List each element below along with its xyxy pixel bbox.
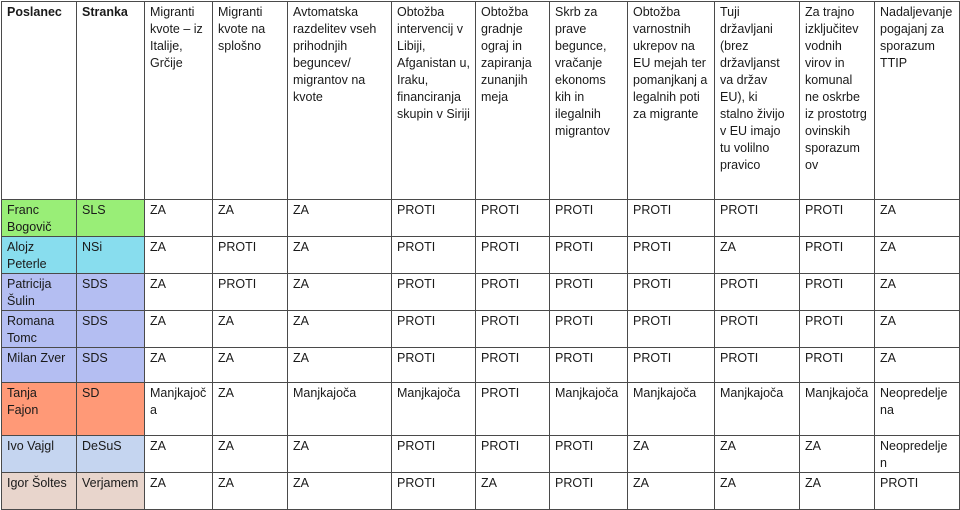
vote-cell: PROTI [392, 274, 476, 311]
vote-cell: ZA [288, 200, 392, 237]
header-col-9: Za trajno izključitev vodnih virov in komunal ne oskrbe iz prostotrg ovinskih sporazum ov [800, 2, 875, 200]
vote-cell: PROTI [476, 311, 550, 348]
vote-cell: PROTI [628, 237, 715, 274]
vote-cell: PROTI [715, 348, 800, 383]
vote-cell: ZA [145, 200, 213, 237]
vote-cell: Manjkajoča [145, 383, 213, 436]
header-poslanec: Poslanec [2, 2, 77, 200]
vote-cell: PROTI [715, 274, 800, 311]
vote-cell: ZA [145, 348, 213, 383]
vote-cell: Neopredeljen [875, 436, 960, 473]
mep-name: Tanja Fajon [2, 383, 77, 436]
vote-cell: PROTI [550, 348, 628, 383]
mep-name: Igor Šoltes [2, 473, 77, 510]
vote-cell: ZA [288, 436, 392, 473]
vote-cell: ZA [715, 473, 800, 510]
vote-cell: PROTI [800, 348, 875, 383]
vote-cell: ZA [628, 436, 715, 473]
vote-cell: ZA [800, 436, 875, 473]
vote-cell: PROTI [550, 473, 628, 510]
vote-cell: Manjkajoča [715, 383, 800, 436]
vote-cell: PROTI [476, 200, 550, 237]
vote-cell: PROTI [628, 311, 715, 348]
vote-cell: PROTI [628, 348, 715, 383]
mep-name: Alojz Peterle [2, 237, 77, 274]
header-col-1: Migranti kvote – iz Italije, Grčije [145, 2, 213, 200]
vote-cell: ZA [145, 436, 213, 473]
vote-cell: ZA [213, 348, 288, 383]
vote-cell: ZA [628, 473, 715, 510]
vote-cell: Manjkajoča [550, 383, 628, 436]
mep-name: Romana Tomc [2, 311, 77, 348]
vote-cell: PROTI [392, 348, 476, 383]
vote-table [1, 1, 960, 510]
party-name: DeSuS [77, 436, 145, 473]
party-name: SDS [77, 348, 145, 383]
vote-cell: PROTI [715, 200, 800, 237]
header-col-10: Nadaljevanje pogajanj za sporazum TTIP [875, 2, 960, 200]
vote-cell: Manjkajoča [392, 383, 476, 436]
vote-cell: PROTI [628, 274, 715, 311]
party-name: SD [77, 383, 145, 436]
vote-cell: PROTI [550, 436, 628, 473]
vote-cell: PROTI [392, 237, 476, 274]
header-col-7: Obtožba varnostnih ukrepov na EU mejah ter pomanjkanj a legalnih poti za migrante [628, 2, 715, 200]
vote-cell: PROTI [715, 311, 800, 348]
table-row [2, 200, 960, 237]
vote-cell: ZA [288, 311, 392, 348]
vote-cell: ZA [213, 473, 288, 510]
vote-cell: ZA [145, 274, 213, 311]
vote-cell: PROTI [476, 348, 550, 383]
party-name: NSi [77, 237, 145, 274]
vote-cell: ZA [288, 274, 392, 311]
table-row [2, 473, 960, 510]
party-name: SDS [77, 274, 145, 311]
vote-cell: PROTI [476, 436, 550, 473]
vote-cell: ZA [213, 383, 288, 436]
table-row [2, 311, 960, 348]
vote-cell: ZA [288, 348, 392, 383]
table-row [2, 436, 960, 473]
header-col-6: Skrb za prave begunce, vračanje ekonoms kih in ilegalnih migrantov [550, 2, 628, 200]
mep-name: Franc Bogovič [2, 200, 77, 237]
header-col-4: Obtožba intervencij v Libiji, Afganistan u, Iraku, financiranja skupin v Siriji [392, 2, 476, 200]
mep-name: Patricija Šulin [2, 274, 77, 311]
table-row [2, 348, 960, 383]
vote-cell: ZA [875, 200, 960, 237]
vote-cell: PROTI [476, 274, 550, 311]
vote-cell: Manjkajoča [800, 383, 875, 436]
party-name: SLS [77, 200, 145, 237]
vote-cell: Manjkajoča [288, 383, 392, 436]
vote-cell: PROTI [213, 274, 288, 311]
vote-cell: ZA [715, 436, 800, 473]
vote-cell: ZA [213, 200, 288, 237]
header-row [2, 2, 960, 200]
mep-name: Ivo Vajgl [2, 436, 77, 473]
vote-cell: PROTI [392, 200, 476, 237]
vote-cell: ZA [288, 473, 392, 510]
vote-cell: ZA [288, 237, 392, 274]
vote-cell: PROTI [550, 200, 628, 237]
vote-cell: PROTI [875, 473, 960, 510]
vote-cell: ZA [213, 436, 288, 473]
vote-cell: Neopredeljena [875, 383, 960, 436]
vote-cell: PROTI [550, 274, 628, 311]
vote-cell: PROTI [213, 237, 288, 274]
header-col-3: Avtomatska razdelitev vseh prihodnjih beguncev/ migrantov na kvote [288, 2, 392, 200]
vote-cell: PROTI [628, 200, 715, 237]
table-row [2, 383, 960, 436]
header-col-8: Tuji državljani (brez državljanst va držav EU), ki stalno živijo v EU imajo tu volilno pravico [715, 2, 800, 200]
vote-cell: ZA [213, 311, 288, 348]
vote-cell: ZA [715, 237, 800, 274]
vote-cell: PROTI [392, 473, 476, 510]
party-name: Verjamem [77, 473, 145, 510]
vote-cell: PROTI [550, 311, 628, 348]
vote-cell: ZA [476, 473, 550, 510]
vote-cell: ZA [145, 473, 213, 510]
vote-cell: ZA [875, 311, 960, 348]
vote-cell: ZA [145, 311, 213, 348]
vote-cell: PROTI [392, 311, 476, 348]
party-name: SDS [77, 311, 145, 348]
vote-cell: PROTI [800, 274, 875, 311]
table-row [2, 274, 960, 311]
vote-cell: ZA [875, 237, 960, 274]
mep-name: Milan Zver [2, 348, 77, 383]
table-row [2, 237, 960, 274]
vote-cell: PROTI [550, 237, 628, 274]
vote-cell: PROTI [800, 237, 875, 274]
vote-cell: ZA [145, 237, 213, 274]
header-col-2: Migranti kvote na splošno [213, 2, 288, 200]
vote-cell: ZA [800, 473, 875, 510]
header-col-5: Obtožba gradnje ograj in zapiranja zunanjih meja [476, 2, 550, 200]
vote-cell: ZA [875, 274, 960, 311]
vote-cell: Manjkajoča [628, 383, 715, 436]
vote-cell: PROTI [476, 237, 550, 274]
vote-cell: PROTI [392, 436, 476, 473]
vote-cell: PROTI [800, 311, 875, 348]
header-stranka: Stranka [77, 2, 145, 200]
vote-cell: ZA [875, 348, 960, 383]
vote-cell: PROTI [800, 200, 875, 237]
vote-cell: PROTI [476, 383, 550, 436]
